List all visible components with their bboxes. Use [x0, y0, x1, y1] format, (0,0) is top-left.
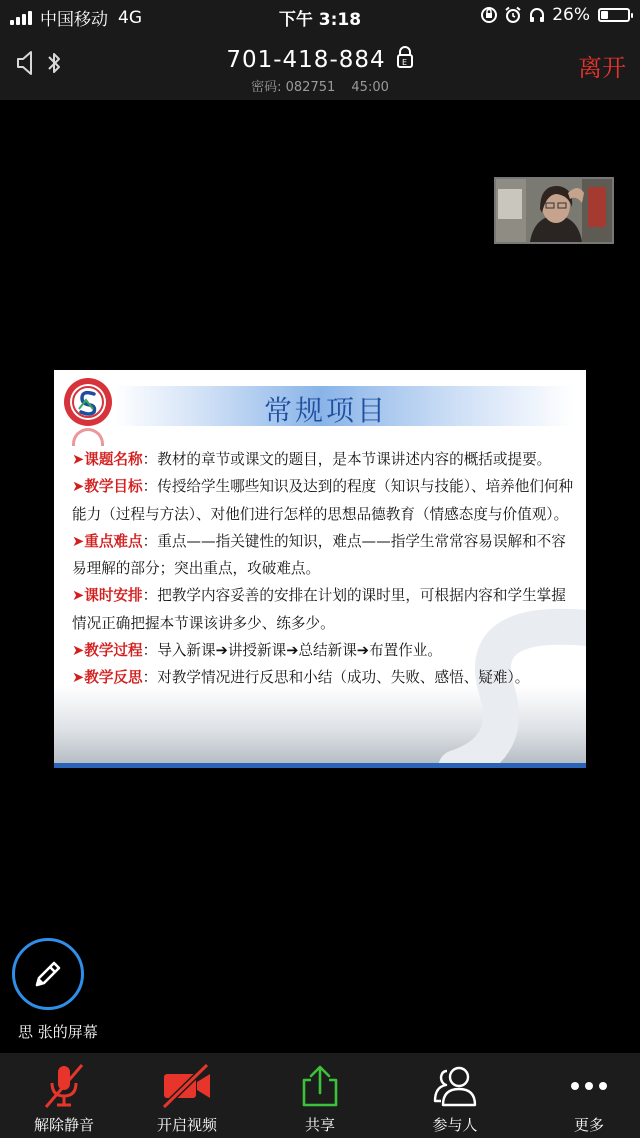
meeting-toolbar: [0, 1053, 640, 1138]
bullet-arrow-icon: ➤: [72, 587, 85, 605]
slide-item: [72, 473, 578, 528]
slide-item: [72, 582, 578, 637]
participants-icon: [391, 1063, 519, 1109]
slide-footer-line: [54, 763, 586, 768]
more-dots-icon: [525, 1063, 640, 1109]
annotate-button[interactable]: [12, 938, 84, 1010]
item-text: ：重点——指关键性的知识，难点——指学生常常容易误解和不容易理解的部分；突出重点，攻破难点。: [72, 532, 566, 578]
meeting-duration: 45:00: [351, 80, 389, 95]
video-off-icon: [123, 1063, 251, 1109]
share-button[interactable]: [256, 1053, 384, 1138]
slide-body: [72, 446, 578, 692]
item-text: ：传授给学生哪些知识及达到的程度（知识与技能）、培养他们何种能力（过程与方法）、对他们进行怎样的思想品德教育（情感态度与价值观）。: [72, 478, 574, 523]
item-keyword: 教学反思: [84, 669, 143, 687]
share-label: 共享: [304, 1116, 335, 1134]
muted-mic-icon: [0, 1063, 128, 1109]
status-time: 下午 3:18: [278, 10, 362, 30]
slide-item: [72, 446, 578, 473]
item-text: ：导入新课➔讲授新课➔总结新课➔布置作业。: [142, 642, 442, 660]
pencil-icon: [31, 957, 65, 991]
battery-icon: [598, 8, 630, 22]
screen-share-owner: 思 张的屏幕: [18, 1023, 98, 1041]
unmute-button[interactable]: [0, 1053, 128, 1138]
shared-screen-slide[interactable]: [54, 370, 586, 768]
status-right: [480, 5, 630, 25]
slide-title: 常规项目: [264, 394, 389, 427]
start-video-button[interactable]: [123, 1053, 251, 1138]
meeting-password: 密码: 082751: [251, 80, 336, 95]
bullet-arrow-icon: ➤: [72, 478, 85, 496]
bullet-arrow-icon: ➤: [72, 532, 85, 550]
item-text: ：教材的章节或课文的题目，是本节课讲述内容的概括或提要。: [142, 451, 552, 468]
network-type: 4G: [118, 7, 142, 28]
bullet-arrow-icon: ➤: [72, 451, 85, 468]
item-keyword: 教学目标: [84, 478, 143, 496]
bullet-arrow-icon: ➤: [72, 669, 85, 687]
meeting-subinfo: [0, 76, 640, 95]
participant-video-thumbnail[interactable]: [494, 177, 614, 244]
start-video-label: 开启视频: [156, 1116, 217, 1134]
participants-label: 参与人: [432, 1116, 478, 1134]
share-arrow-icon: [256, 1063, 384, 1109]
status-bar: [0, 0, 640, 34]
meeting-header: [0, 34, 640, 100]
item-text: ：对教学情况进行反思和小结（成功、失败、感悟、疑难）。: [142, 669, 530, 687]
more-button[interactable]: [525, 1053, 640, 1138]
item-keyword: 重点难点: [84, 532, 143, 550]
battery-percent: 26%: [552, 5, 590, 25]
orientation-lock-icon: [480, 6, 498, 24]
item-keyword: 教学过程: [84, 642, 143, 660]
more-label: 更多: [573, 1116, 604, 1134]
unmute-label: 解除静音: [33, 1116, 94, 1134]
headphones-icon: [528, 6, 546, 24]
item-keyword: 课题名称: [84, 451, 143, 468]
item-text: ：把教学内容妥善的安排在计划的课时里，可根据内容和学生掌握情况正确把握本节课该讲多少、练多少。: [72, 587, 566, 632]
svg-text:E: E: [401, 58, 408, 67]
leave-button[interactable]: 离开: [578, 48, 626, 83]
meeting-info[interactable]: [0, 46, 640, 95]
participants-button[interactable]: [391, 1053, 519, 1138]
school-logo: [62, 376, 114, 432]
bullet-arrow-icon: ➤: [72, 642, 85, 660]
battery-level-fill: [601, 11, 608, 19]
meeting-id-row: [226, 46, 413, 74]
slide-item: [72, 528, 578, 583]
meeting-id: 701-418-884: [226, 47, 386, 73]
encryption-lock-icon: [396, 46, 414, 74]
carrier-name: 中国移动: [40, 10, 108, 30]
slide-item: [72, 637, 578, 664]
item-keyword: 课时安排: [84, 587, 143, 605]
alarm-icon: [504, 6, 522, 24]
slide-item: [72, 664, 578, 691]
